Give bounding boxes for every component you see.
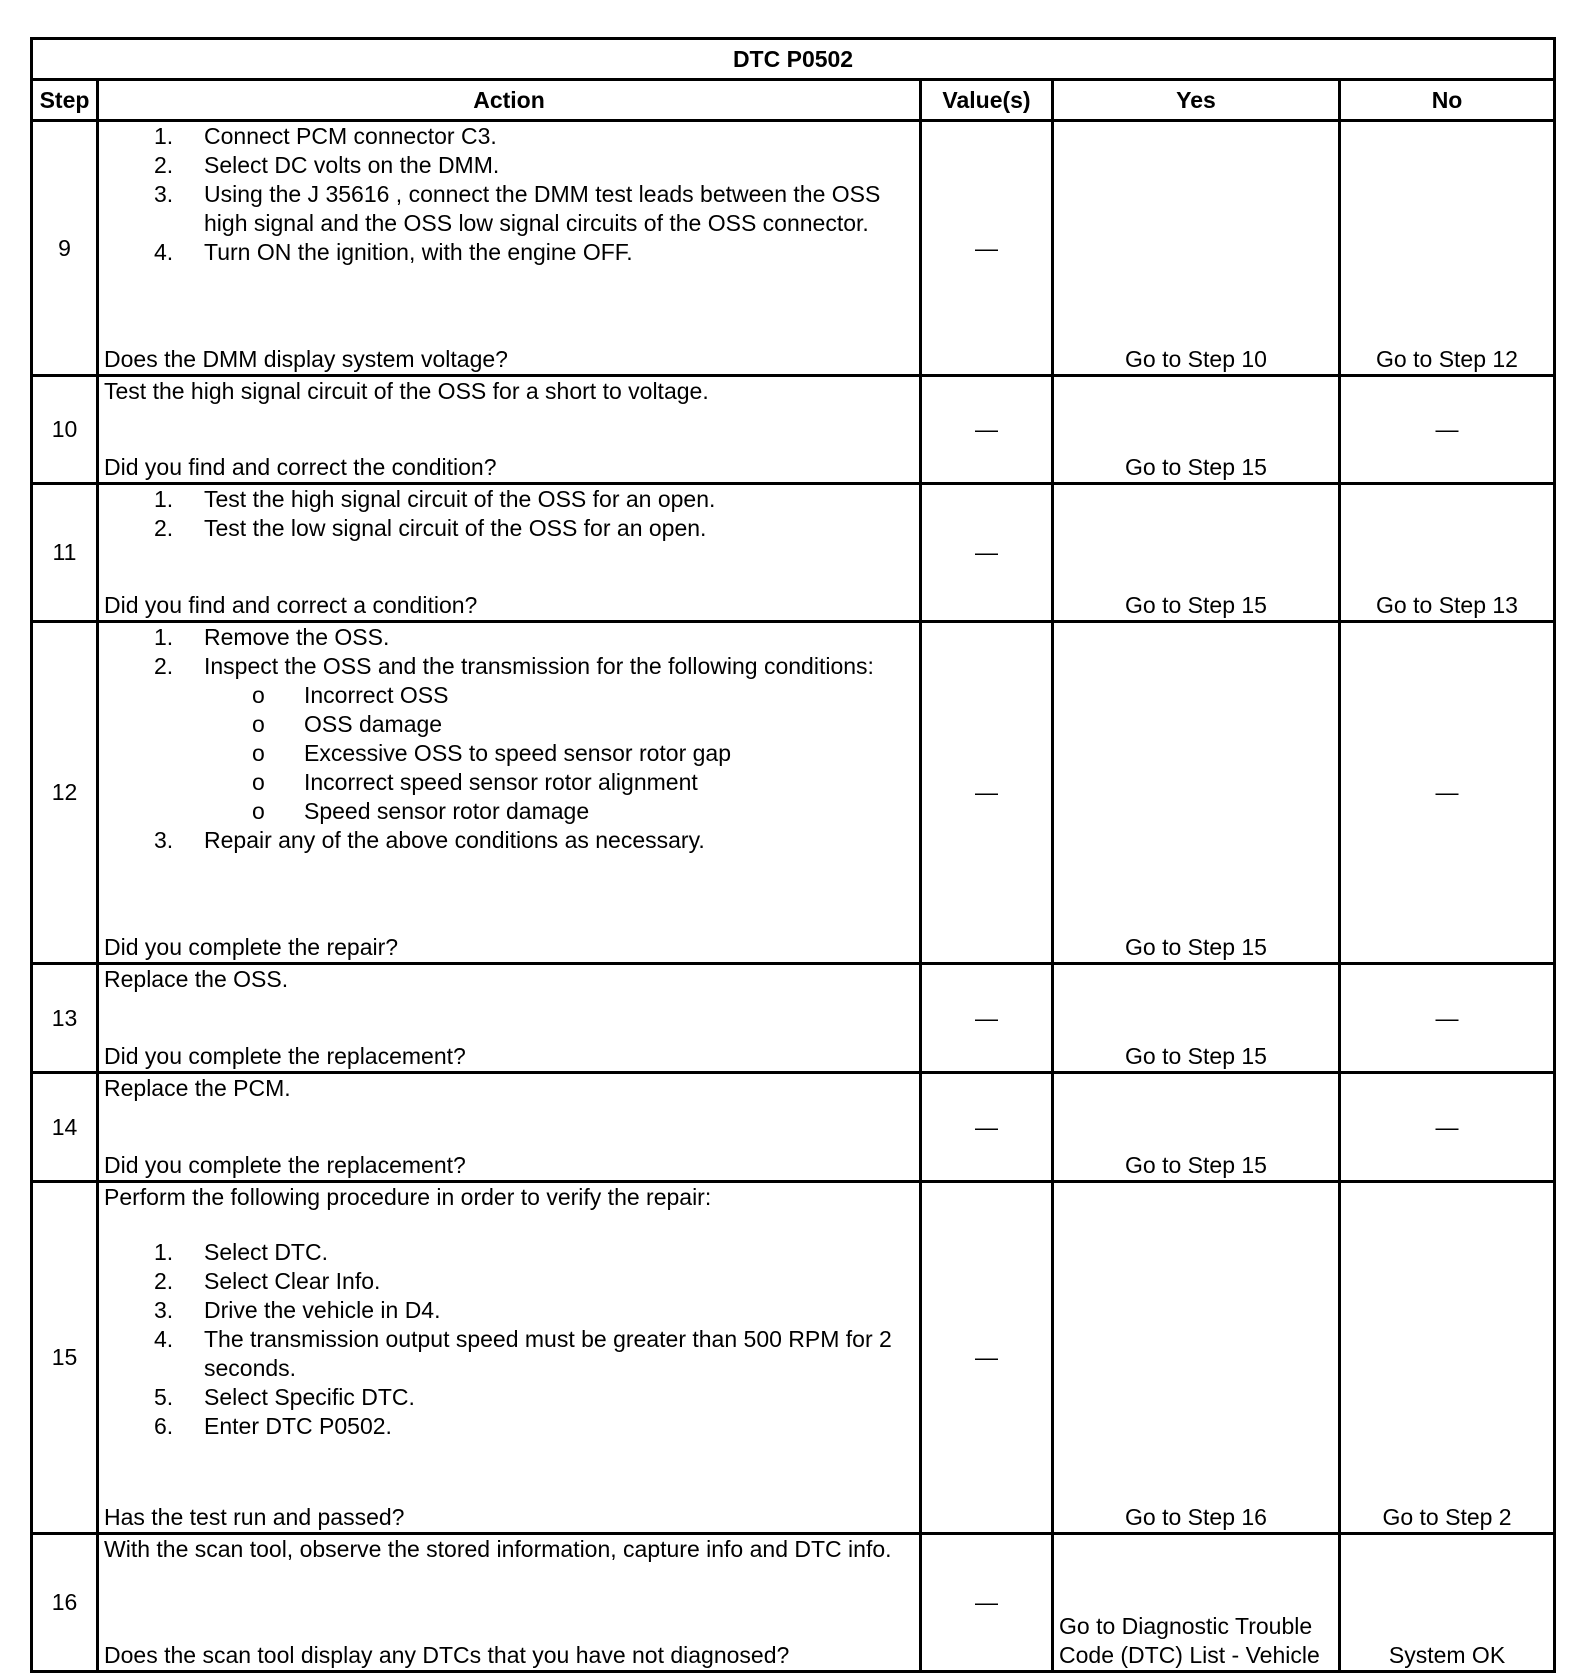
procedure-step-text: Select DTC. <box>204 1239 328 1265</box>
condition-item <box>204 739 914 768</box>
condition-text: OSS damage <box>304 711 443 737</box>
table-row <box>32 1073 1555 1182</box>
bullet-icon: o <box>252 798 265 824</box>
procedure-step-text: Remove the OSS. <box>204 624 390 650</box>
action-instructions <box>104 122 914 267</box>
step-number: 14 <box>32 1073 98 1182</box>
yes-result: Go to Step 15 <box>1053 376 1340 484</box>
procedure-step-text: Test the high signal circuit of the OSS for an open. <box>204 486 716 512</box>
procedure-step <box>104 180 914 238</box>
procedure-step-text: Drive the vehicle in D4. <box>204 1297 441 1323</box>
action-cell <box>98 1534 921 1672</box>
procedure-step-text: Test the low signal circuit of the OSS for an open. <box>204 515 707 541</box>
procedure-step-number: 2. <box>154 653 174 679</box>
procedure-list <box>104 1238 914 1441</box>
condition-item <box>204 768 914 797</box>
procedure-step <box>104 514 914 543</box>
action-content <box>104 1074 914 1180</box>
procedure-step-number: 1. <box>154 1239 174 1265</box>
step-number: 11 <box>32 484 98 622</box>
action-cell <box>98 964 921 1073</box>
value-cell: — <box>921 1534 1053 1672</box>
yes-result: Go to Step 16 <box>1053 1182 1340 1534</box>
procedure-step-number: 4. <box>154 1326 174 1352</box>
table-row <box>32 964 1555 1073</box>
action-question: Did you complete the replacement? <box>104 1043 466 1069</box>
procedure-step-number: 3. <box>154 1297 174 1323</box>
no-result: — <box>1340 1073 1555 1182</box>
procedure-step-number: 2. <box>154 1268 174 1294</box>
action-content <box>104 122 914 374</box>
procedure-step <box>104 623 914 652</box>
value-cell: — <box>921 376 1053 484</box>
action-intro: Replace the PCM. <box>104 1075 291 1101</box>
value-cell: — <box>921 484 1053 622</box>
procedure-step-number: 1. <box>154 624 174 650</box>
action-instructions <box>104 1183 914 1441</box>
action-question: Did you complete the repair? <box>104 934 399 960</box>
action-intro: Test the high signal circuit of the OSS for a short to voltage. <box>104 378 709 404</box>
dtc-table <box>30 37 1556 1673</box>
value-cell: — <box>921 1073 1053 1182</box>
no-result: Go to Step 12 <box>1340 121 1555 376</box>
condition-item <box>204 710 914 739</box>
no-result: Go to Step 13 <box>1340 484 1555 622</box>
no-result: — <box>1340 964 1555 1073</box>
action-instructions <box>104 377 914 406</box>
bullet-icon: o <box>252 740 265 766</box>
procedure-step <box>104 1383 914 1412</box>
procedure-step-text: Inspect the OSS and the transmission for the following conditions: <box>204 653 874 679</box>
procedure-step-number: 2. <box>154 152 174 178</box>
procedure-step-text: Repair any of the above conditions as necessary. <box>204 827 705 853</box>
no-result: — <box>1340 622 1555 964</box>
procedure-step-number: 1. <box>154 486 174 512</box>
step-number: 13 <box>32 964 98 1073</box>
procedure-list <box>104 623 914 855</box>
procedure-step-number: 2. <box>154 515 174 541</box>
table-title: DTC P0502 <box>32 39 1555 80</box>
yes-result: Go to Step 15 <box>1053 622 1340 964</box>
procedure-step-number: 3. <box>154 827 174 853</box>
condition-item <box>204 681 914 710</box>
action-instructions <box>104 1535 914 1564</box>
table-row <box>32 121 1555 376</box>
no-result: — <box>1340 376 1555 484</box>
condition-text: Incorrect OSS <box>304 682 449 708</box>
action-intro: Replace the OSS. <box>104 966 289 992</box>
action-question: Does the scan tool display any DTCs that you have not diagnosed? <box>104 1642 790 1668</box>
procedure-step-number: 5. <box>154 1384 174 1410</box>
value-cell: — <box>921 622 1053 964</box>
action-instructions <box>104 1074 914 1103</box>
table-row <box>32 484 1555 622</box>
bullet-icon: o <box>252 711 265 737</box>
action-cell <box>98 1182 921 1534</box>
no-result: Go to Step 2 <box>1340 1182 1555 1534</box>
procedure-step-number: 3. <box>154 181 174 207</box>
action-instructions <box>104 485 914 543</box>
condition-text: Speed sensor rotor damage <box>304 798 590 824</box>
step-number: 10 <box>32 376 98 484</box>
procedure-list <box>104 485 914 543</box>
procedure-step <box>104 485 914 514</box>
action-content <box>104 377 914 482</box>
action-intro: With the scan tool, observe the stored information, capture info and DTC info. <box>104 1536 892 1562</box>
table-row <box>32 1534 1555 1672</box>
table-row <box>32 1182 1555 1534</box>
bullet-icon: o <box>252 769 265 795</box>
header-values: Value(s) <box>921 80 1053 121</box>
procedure-step <box>104 1267 914 1296</box>
condition-list <box>204 681 914 826</box>
yes-result: Go to Step 15 <box>1053 964 1340 1073</box>
condition-text: Incorrect speed sensor rotor alignment <box>304 769 698 795</box>
procedure-step <box>104 151 914 180</box>
table-body <box>32 121 1555 1672</box>
yes-result: Go to Step 15 <box>1053 484 1340 622</box>
procedure-step-number: 1. <box>154 123 174 149</box>
procedure-step-text: Enter DTC P0502. <box>204 1413 392 1439</box>
step-number: 9 <box>32 121 98 376</box>
header-action: Action <box>98 80 921 121</box>
procedure-step-number: 6. <box>154 1413 174 1439</box>
action-cell <box>98 622 921 964</box>
no-result: System OK <box>1340 1534 1555 1672</box>
step-number: 15 <box>32 1182 98 1534</box>
action-content <box>104 485 914 620</box>
condition-item <box>204 797 914 826</box>
step-number: 12 <box>32 622 98 964</box>
action-question: Did you find and correct a condition? <box>104 592 478 618</box>
value-cell: — <box>921 121 1053 376</box>
procedure-step <box>104 1412 914 1441</box>
header-no: No <box>1340 80 1555 121</box>
action-content <box>104 965 914 1071</box>
procedure-step <box>104 652 914 826</box>
action-instructions <box>104 623 914 855</box>
action-question: Has the test run and passed? <box>104 1504 405 1530</box>
step-number: 16 <box>32 1534 98 1672</box>
action-cell <box>98 376 921 484</box>
procedure-step <box>104 238 914 267</box>
action-intro: Perform the following procedure in order to verify the repair: <box>104 1184 712 1210</box>
yes-result: Go to Step 10 <box>1053 121 1340 376</box>
procedure-step <box>104 122 914 151</box>
yes-result: Go to Diagnostic Trouble Code (DTC) List - Vehicle <box>1053 1534 1340 1672</box>
yes-result: Go to Step 15 <box>1053 1073 1340 1182</box>
procedure-list <box>104 122 914 267</box>
table-row <box>32 622 1555 964</box>
action-question: Did you find and correct the condition? <box>104 454 497 480</box>
procedure-step-text: Select Clear Info. <box>204 1268 381 1294</box>
procedure-step-text: Select Specific DTC. <box>204 1384 415 1410</box>
action-question: Does the DMM display system voltage? <box>104 346 508 372</box>
procedure-step <box>104 826 914 855</box>
procedure-step-text: Using the J 35616 , connect the DMM test leads between the OSS high signal and the OSS low signal circuits of the OSS connector. <box>204 181 881 236</box>
action-content <box>104 1535 914 1670</box>
action-instructions <box>104 965 914 994</box>
action-question: Did you complete the replacement? <box>104 1152 466 1178</box>
table-row <box>32 376 1555 484</box>
header-step: Step <box>32 80 98 121</box>
procedure-step <box>104 1296 914 1325</box>
header-yes: Yes <box>1053 80 1340 121</box>
value-cell: — <box>921 1182 1053 1534</box>
action-cell <box>98 1073 921 1182</box>
procedure-step-text: The transmission output speed must be greater than 500 RPM for 2 seconds. <box>204 1326 892 1381</box>
value-cell: — <box>921 964 1053 1073</box>
procedure-step-text: Turn ON the ignition, with the engine OFF. <box>204 239 633 265</box>
action-cell <box>98 484 921 622</box>
procedure-step-text: Connect PCM connector C3. <box>204 123 497 149</box>
procedure-step <box>104 1325 914 1383</box>
action-content <box>104 623 914 962</box>
action-cell <box>98 121 921 376</box>
procedure-step-number: 4. <box>154 239 174 265</box>
condition-text: Excessive OSS to speed sensor rotor gap <box>304 740 731 766</box>
action-content <box>104 1183 914 1532</box>
procedure-step <box>104 1238 914 1267</box>
procedure-step-text: Select DC volts on the DMM. <box>204 152 500 178</box>
bullet-icon: o <box>252 682 265 708</box>
